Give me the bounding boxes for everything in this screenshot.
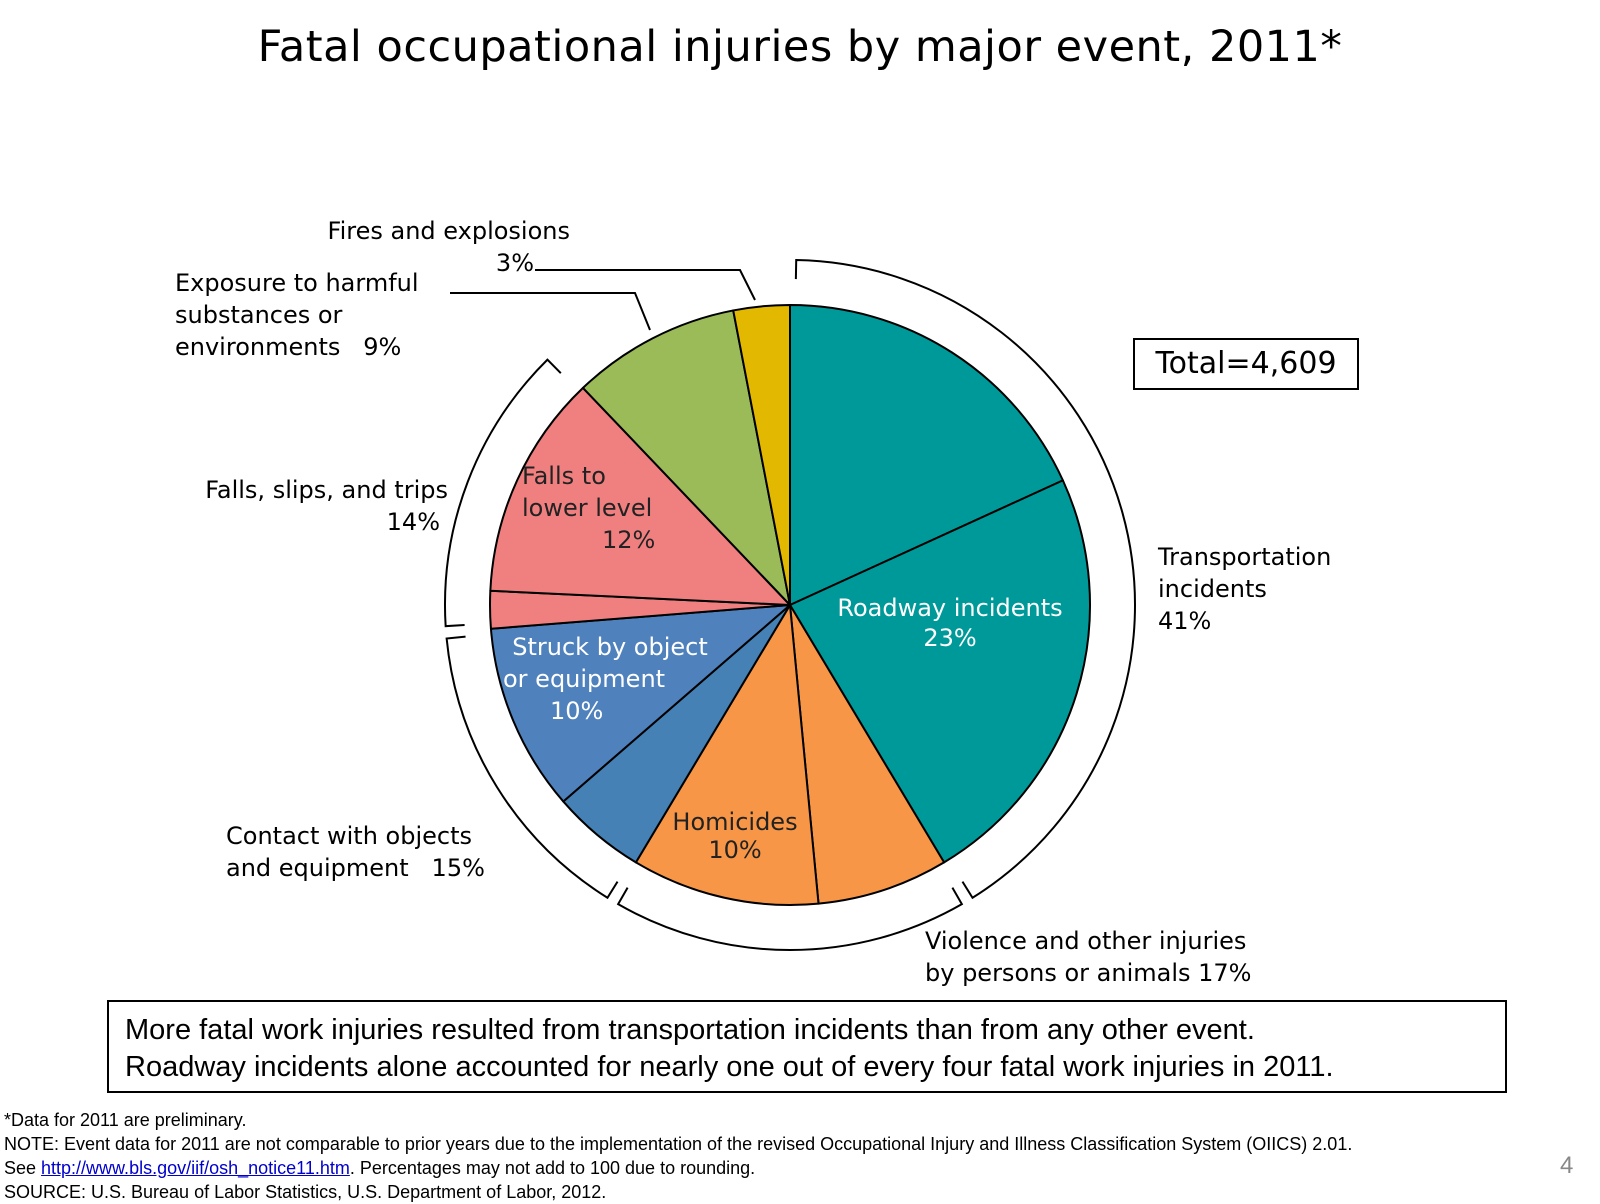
chart-title: Fatal occupational injuries by major event, 2011* xyxy=(257,22,1343,72)
summary-box xyxy=(107,1000,1507,1093)
exposure-label xyxy=(175,267,419,363)
transport-label-pct: 41% xyxy=(1158,607,1212,635)
transport-label xyxy=(1158,541,1331,637)
footnotes xyxy=(4,1108,1564,1204)
footnote-see-suffix: . Percentages may not add to 100 due to rounding. xyxy=(349,1158,756,1178)
violence-label xyxy=(925,925,1251,989)
falls-lower-label-line2: lower level xyxy=(522,494,653,522)
exposure-leader-line xyxy=(450,293,650,330)
violence-label-line1: Violence and other injuries xyxy=(925,927,1247,955)
transport-label-line1: Transportation xyxy=(1158,543,1332,571)
struck-label-line2: or equipment xyxy=(503,665,666,693)
struck-label-pct: 10% xyxy=(550,697,604,725)
falls-label-name: Falls, slips, and trips xyxy=(205,476,448,504)
exposure-label-line3: environments 9% xyxy=(175,333,402,361)
total-box: Total=4,609 xyxy=(1133,338,1359,390)
falls-lower-label xyxy=(522,460,655,556)
footnote-preliminary: *Data for 2011 are preliminary. xyxy=(4,1110,247,1130)
roadway-label-pct: 23% xyxy=(923,624,977,652)
contact-label-line2: and equipment 15% xyxy=(226,854,485,882)
homicides-label-pct: 10% xyxy=(708,836,762,864)
roadway-label xyxy=(815,593,1085,653)
summary-line-1: More fatal work injuries resulted from transportation incidents than from any other event. xyxy=(125,1014,1255,1046)
falls-label xyxy=(150,474,448,538)
transport-label-line2: incidents xyxy=(1158,575,1267,603)
footnote-source: SOURCE: U.S. Bureau of Labor Statistics, U.S. Department of Labor, 2012. xyxy=(4,1182,607,1202)
footnote-see-prefix: See xyxy=(4,1158,42,1178)
fires-label-pct: 3% xyxy=(495,249,534,277)
exposure-label-line1: Exposure to harmful xyxy=(175,269,419,297)
homicides-label xyxy=(660,808,810,864)
struck-label xyxy=(495,631,725,727)
homicides-label-name: Homicides xyxy=(672,808,798,836)
falls-label-pct: 14% xyxy=(386,508,440,536)
page-number: 4 xyxy=(1560,1152,1574,1179)
summary-line-2: Roadway incidents alone accounted for nearly one out of every four fatal work injuries in 2011. xyxy=(125,1051,1334,1083)
exposure-label-line2: substances or xyxy=(175,301,343,329)
contact-label-line1: Contact with objects xyxy=(226,822,473,850)
roadway-label-name: Roadway incidents xyxy=(837,594,1063,622)
struck-label-line1: Struck by object xyxy=(512,633,708,661)
footnote-see xyxy=(4,1156,1564,1180)
falls-lower-label-line1: Falls to xyxy=(522,462,606,490)
falls-lower-label-pct: 12% xyxy=(602,526,656,554)
fires-label-name: Fires and explosions xyxy=(327,217,570,245)
contact-label xyxy=(226,820,485,884)
bls-notice-link[interactable]: http://www.bls.gov/iif/osh_notice11.htm xyxy=(41,1158,350,1178)
violence-label-line2: by persons or animals 17% xyxy=(925,959,1252,987)
footnote-note: NOTE: Event data for 2011 are not comparable to prior years due to the implementation of the revised Occupational Injury and Illness Classification System (OIICS) 2.01. xyxy=(4,1134,1353,1154)
